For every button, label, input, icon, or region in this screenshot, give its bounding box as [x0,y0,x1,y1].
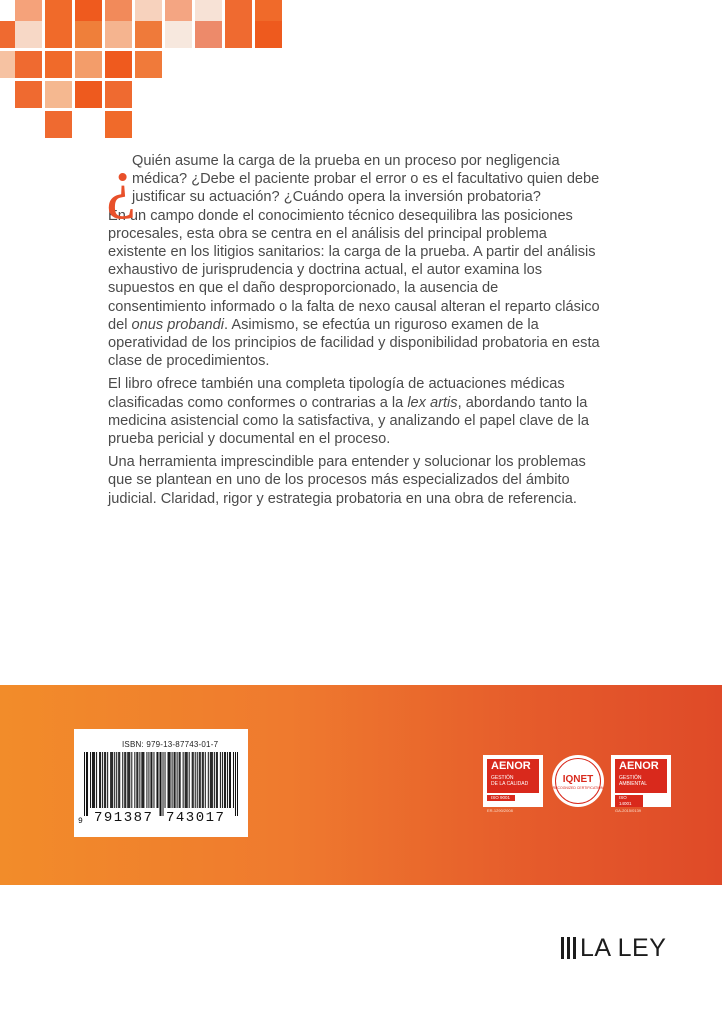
mosaic-tile [75,51,102,78]
barcode-bar [161,752,162,816]
barcode-bar [151,752,152,808]
barcode-bar [143,752,144,808]
barcode-bar [229,752,230,808]
barcode-bars [84,752,238,816]
barcode-bar [141,752,142,808]
mosaic-tile [15,81,42,108]
barcode-lead-digit: 9 [78,817,83,826]
barcode-bar [185,752,186,808]
mosaic-tile [135,51,162,78]
barcode-bar [224,752,225,808]
barcode-bar [96,752,97,808]
opening-question [106,144,600,220]
barcode-bar [99,752,100,808]
barcode-bar [217,752,218,808]
barcode-bar [124,752,125,808]
barcode-bar [153,752,154,808]
opening-question-text: Quién asume la carga de la prueba en un proceso por negligencia médica? ¿Debe el paciente probar el error o es el facultativo quien debe justificar su actuación? ¿Cuándo opera la inversión probatoria? [132,153,600,206]
isbn-barcode [74,729,248,837]
mosaic-tile [135,21,162,48]
barcode-bar [211,752,212,808]
barcode-bar [177,752,178,808]
barcode-bar [220,752,221,808]
barcode-bar [183,752,184,808]
aenor-quality-brand: AENOR [487,759,539,773]
mosaic-tile [45,81,72,108]
barcode-bar [214,752,215,808]
mosaic-tile [45,51,72,78]
barcode-bar [222,752,223,808]
barcode-bar [235,752,236,816]
barcode-bar [134,752,135,808]
barcode-bar [193,752,194,808]
mosaic-tile [15,51,42,78]
aenor-environment-line2: AMBIENTAL [619,781,647,787]
barcode-bar [225,752,226,808]
back-cover-blurb [106,144,600,513]
mosaic-tile [195,21,222,48]
barcode-bar [237,752,238,816]
barcode-bar [156,752,157,808]
barcode-bar [122,752,123,808]
barcode-bar [210,752,211,808]
isbn-label: ISBN: 979-13-87743-01-7 [122,740,219,749]
mosaic-tile [105,21,132,48]
barcode-bar [146,752,147,808]
barcode-bar [131,752,132,808]
mosaic-tile [105,111,132,138]
publisher-logo [561,934,666,962]
mosaic-tile [75,81,102,108]
aenor-quality-badge [483,755,543,813]
barcode-bar [148,752,149,808]
mosaic-tile [255,21,282,48]
barcode-bar [100,752,101,808]
barcode-bar [129,752,130,808]
barcode-bar [163,752,164,816]
barcode-bar [168,752,169,808]
barcode-bar [107,752,108,808]
barcode-bar [110,752,111,808]
barcode-bar [175,752,176,808]
barcode-bar [84,752,85,816]
barcode-bar [186,752,187,808]
barcode-bar [105,752,106,808]
barcode-bar [102,752,103,808]
barcode-bar [203,752,204,808]
barcode-bar [92,752,93,808]
barcode-bar [227,752,228,808]
barcode-bar [174,752,175,808]
mosaic-tile [75,21,102,48]
barcode-bar [142,752,143,808]
barcode-bar [125,752,126,808]
barcode-bar [200,752,201,808]
barcode-bar [180,752,181,808]
barcode-bar [93,752,94,808]
aenor-environment-line1: GESTIÓN [619,775,642,781]
barcode-bar [216,752,217,808]
decorative-tile-mosaic [0,0,290,145]
barcode-bar [114,752,115,808]
barcode-bar [233,752,234,808]
aenor-quality-code: ISO 9001 [487,795,515,801]
barcode-bar [197,752,198,808]
barcode-bar [157,752,158,808]
barcode-bar [212,752,213,808]
barcode-bar [128,752,129,808]
aenor-quality-line1: GESTIÓN [491,775,514,781]
mosaic-tile [45,111,72,138]
barcode-bar [205,752,206,808]
mosaic-tile [105,81,132,108]
publisher-logo-stripes-icon [561,937,576,959]
blurb-paragraph-1: En un campo donde el conocimiento técnico desequilibra las posiciones procesales, esta obra se centra en el análisis del principal problema existente en los litigios sanitarios: la carga de la prueba. A partir del análisis exhaustivo de jurisprudencia y doctrina actual, el autor examina los supuestos en que el daño desproporcionado, la ausencia de consentimiento informado o la falta de nexo causal alteran el reparto clásico del onus probandi. Asimismo, se efectúa un riguroso examen de la operatividad de los principios de facilidad y disponibilidad probatoria en esta clase de procedimientos. [108,207,600,370]
barcode-bar [104,752,105,808]
aenor-quality-line2: DE LA CALIDAD [491,781,529,787]
barcode-bar [187,752,188,808]
barcode-group-2: 743017 [166,810,226,826]
barcode-bar [87,752,88,816]
barcode-bar [116,752,117,808]
barcode-bar [189,752,190,808]
mosaic-tile [15,21,42,48]
barcode-bar [230,752,231,808]
barcode-bar [127,752,128,808]
aenor-environment-caption: GA-2015/0139 [615,808,642,813]
barcode-bar [111,752,112,808]
barcode-bar [208,752,209,808]
barcode-bar [118,752,119,808]
barcode-bar [199,752,200,808]
barcode-bar [159,752,160,816]
barcode-bar [165,752,166,808]
barcode-bar [179,752,180,808]
barcode-bar [136,752,137,808]
barcode-bar [192,752,193,808]
barcode-bar [150,752,151,808]
barcode-bar [139,752,140,808]
iqnet-caption: RECOGNIZED CERTIFICATION [552,786,604,790]
barcode-bar [119,752,120,808]
barcode-bar [94,752,95,808]
barcode-bar [90,752,91,808]
aenor-quality-caption: ER-1290/2008 [487,808,513,813]
inverted-question-mark: ¿ [106,144,137,220]
iqnet-brand: IQNET [562,774,594,785]
barcode-bar [169,752,170,808]
barcode-group-1: 791387 [94,810,154,826]
barcode-bar [137,752,138,808]
aenor-environment-badge [611,755,671,813]
mosaic-tile [105,51,132,78]
barcode-bar [195,752,196,808]
barcode-bar [170,752,171,808]
blurb-paragraph-3: Una herramienta imprescindible para entender y solucionar los problemas que se plantean en uno de los procesos más especializados del ámbito judicial. Claridad, rigor y estrategia probatoria en una obra de referencia. [108,454,586,507]
barcode-bar [202,752,203,808]
publisher-name: LA LEY [580,933,667,962]
barcode-bar [112,752,113,808]
mosaic-tile [165,21,192,48]
barcode-bar [86,752,87,816]
aenor-environment-brand: AENOR [615,759,667,773]
barcode-bar [172,752,173,808]
mosaic-tile [225,21,252,48]
iqnet-badge [552,754,604,814]
aenor-environment-code: ISO 14001 [615,795,643,807]
mosaic-tile [45,21,72,48]
blurb-paragraph-2: El libro ofrece también una completa tipología de actuaciones médicas clasificadas como conformes o contrarias a la lex artis, abordando tanto la medicina asistencial como la satisfactiva, y analizando el papel clave de la prueba pericial y documental en el proceso. [108,376,590,448]
